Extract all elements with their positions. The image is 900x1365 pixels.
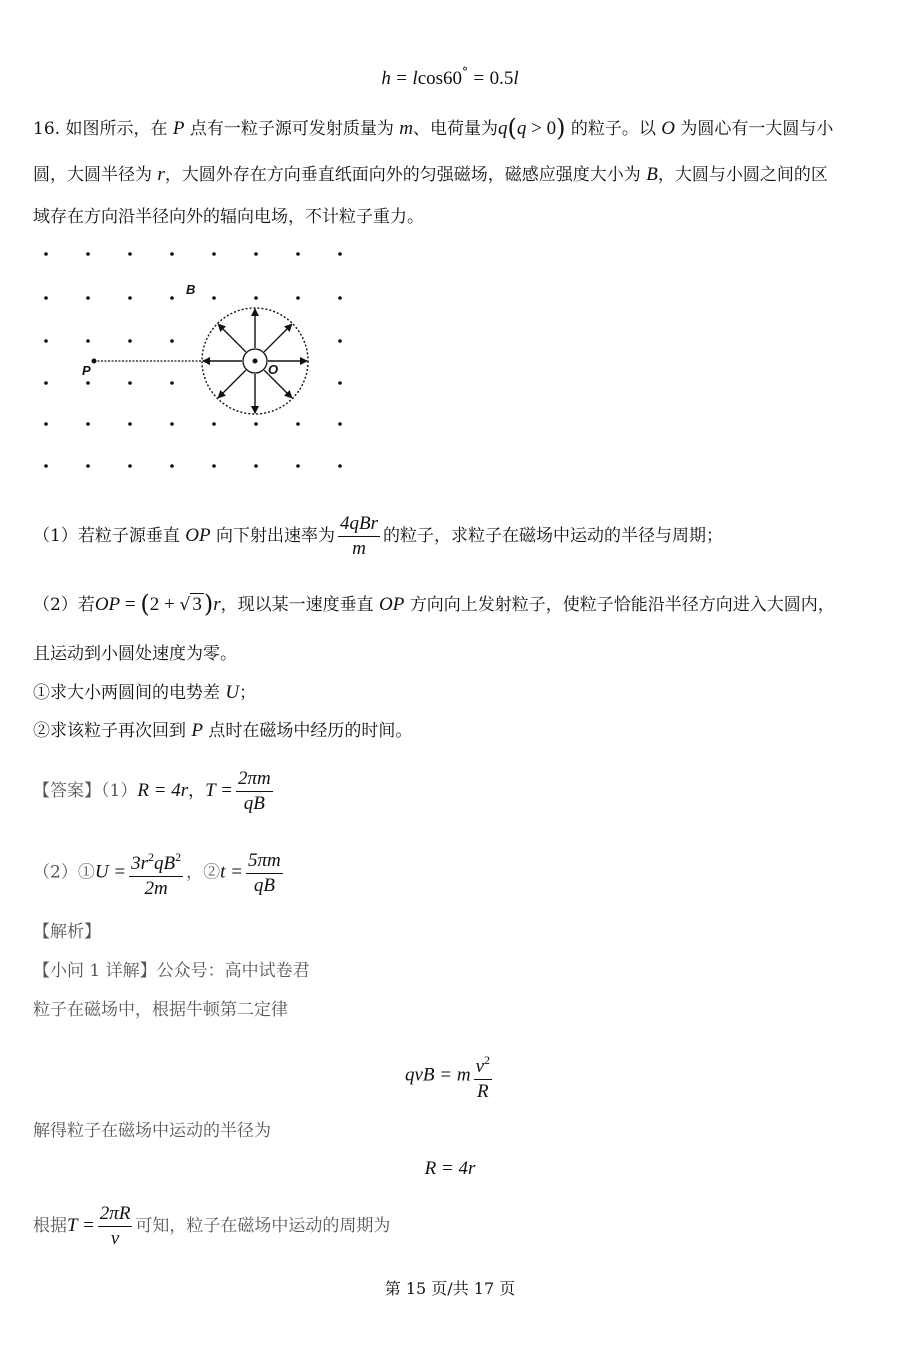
field-dot xyxy=(212,422,216,426)
field-dot xyxy=(212,296,216,300)
field-dot xyxy=(338,381,342,385)
field-dot xyxy=(170,339,174,343)
field-dot xyxy=(296,464,300,468)
part-2-question-line-1: （2）若OP = (2 + √ 3)r，现以某一速度垂直 OP 方向向上发射粒子，使粒子恰能沿半径方向进入大圆内， xyxy=(33,590,835,618)
field-dot xyxy=(128,464,132,468)
part-1-question: （1）若粒子源垂直 OP 向下射出速率为 $\frac{\text{4qBr}}{m}$ 的粒子，求粒子在磁场中运动的半径与周期； xyxy=(33,513,723,559)
time-fraction: $\frac{5\pi m}{qB}$ xyxy=(248,849,281,896)
field-dot xyxy=(128,252,132,256)
field-dot xyxy=(86,422,90,426)
potential-fraction: $\frac{3r^2qB^2}{2m}$ xyxy=(129,845,183,901)
field-dot xyxy=(338,422,342,426)
field-dot xyxy=(44,381,48,385)
label-O: O xyxy=(268,362,279,377)
field-dot xyxy=(170,381,174,385)
part-2-sub-1: ①求大小两圆间的电势差 U； xyxy=(33,682,257,703)
field-dot xyxy=(212,252,216,256)
field-dot xyxy=(86,381,90,385)
answer-line-1: 【答案】（1）R = 4r，T = $\frac{2\pi m}{qB}$ xyxy=(33,768,271,814)
field-dot xyxy=(170,296,174,300)
label-B: B xyxy=(186,282,196,297)
field-dot xyxy=(44,422,48,426)
field-dot xyxy=(170,464,174,468)
radius-equation: R = 4r xyxy=(424,1158,476,1179)
field-dot xyxy=(128,339,132,343)
analysis-line-2: 解得粒子在磁场中运动的半径为 xyxy=(33,1121,271,1141)
field-dot xyxy=(86,464,90,468)
answer-line-2: （2）①U = $\frac{3r^2qB^2}{2m}$ ，②t = $\frac{5\pi m}{qB}$ xyxy=(33,845,286,901)
center-point-O xyxy=(253,359,258,364)
field-dot xyxy=(338,252,342,256)
question-16-line-2: 圆，大圆半径为 r，大圆外存在方向垂直纸面向外的匀强磁场，磁感应强度大小为 B，大圆与小圆之间的区 xyxy=(33,164,828,185)
label-P: P xyxy=(82,363,91,378)
field-dot xyxy=(86,296,90,300)
field-dot xyxy=(44,339,48,343)
field-dot xyxy=(338,296,342,300)
field-dot xyxy=(212,464,216,468)
analysis-line-3: 根据T = $\frac{2\pi R}{v}$ 可知，粒子在磁场中运动的周期为 xyxy=(33,1203,391,1249)
analysis-label: 【解析】 xyxy=(33,922,101,942)
field-dot xyxy=(338,339,342,343)
field-dot xyxy=(86,252,90,256)
part-2-sub-2: ②求该粒子再次回到 P 点时在磁场中经历的时间。 xyxy=(33,720,413,741)
field-dot xyxy=(86,339,90,343)
field-arrow xyxy=(218,324,246,352)
field-dot xyxy=(170,252,174,256)
question-16-line-3: 域存在方向沿半径向外的辐向电场，不计粒子重力。 xyxy=(33,207,424,227)
period-fraction: $\frac{2\pi m}{qB}$ xyxy=(237,768,271,814)
analysis-sub-label: 【小问 1 详解】公众号：高中试卷君 xyxy=(33,961,310,981)
point-P xyxy=(92,359,97,364)
field-dot xyxy=(44,252,48,256)
field-dot xyxy=(296,422,300,426)
top-equation: h = lcos60° = 0.5l xyxy=(381,65,519,89)
field-dot xyxy=(254,422,258,426)
analysis-line-1: 粒子在磁场中，根据牛顿第二定律 xyxy=(33,1000,288,1020)
field-dot xyxy=(254,296,258,300)
field-dot xyxy=(44,464,48,468)
field-dot xyxy=(254,464,258,468)
field-dot xyxy=(254,252,258,256)
field-dot xyxy=(128,422,132,426)
field-dot xyxy=(44,296,48,300)
field-arrow xyxy=(218,370,246,398)
field-dot xyxy=(128,381,132,385)
field-dot xyxy=(128,296,132,300)
field-dot xyxy=(170,422,174,426)
field-dot xyxy=(338,464,342,468)
magnetic-field-figure xyxy=(30,240,360,480)
newton-equation: qvB = m $\frac{v^2}{R}$ xyxy=(0,1048,900,1104)
field-dot xyxy=(296,296,300,300)
field-dot xyxy=(296,252,300,256)
page-footer: 第 15 页/共 17 页 xyxy=(384,1279,516,1298)
speed-fraction: $\frac{\text{4qBr}}{m}$ xyxy=(339,513,378,559)
field-arrow xyxy=(264,324,292,352)
part-2-question-line-2: 且运动到小圆处速度为零。 xyxy=(33,644,237,664)
question-16-line-1: 16. 如图所示，在 P 点有一粒子源可发射质量为 m、电荷量为q(q > 0) 的粒子。以 O 为圆心有一大圆与小 xyxy=(33,114,834,142)
